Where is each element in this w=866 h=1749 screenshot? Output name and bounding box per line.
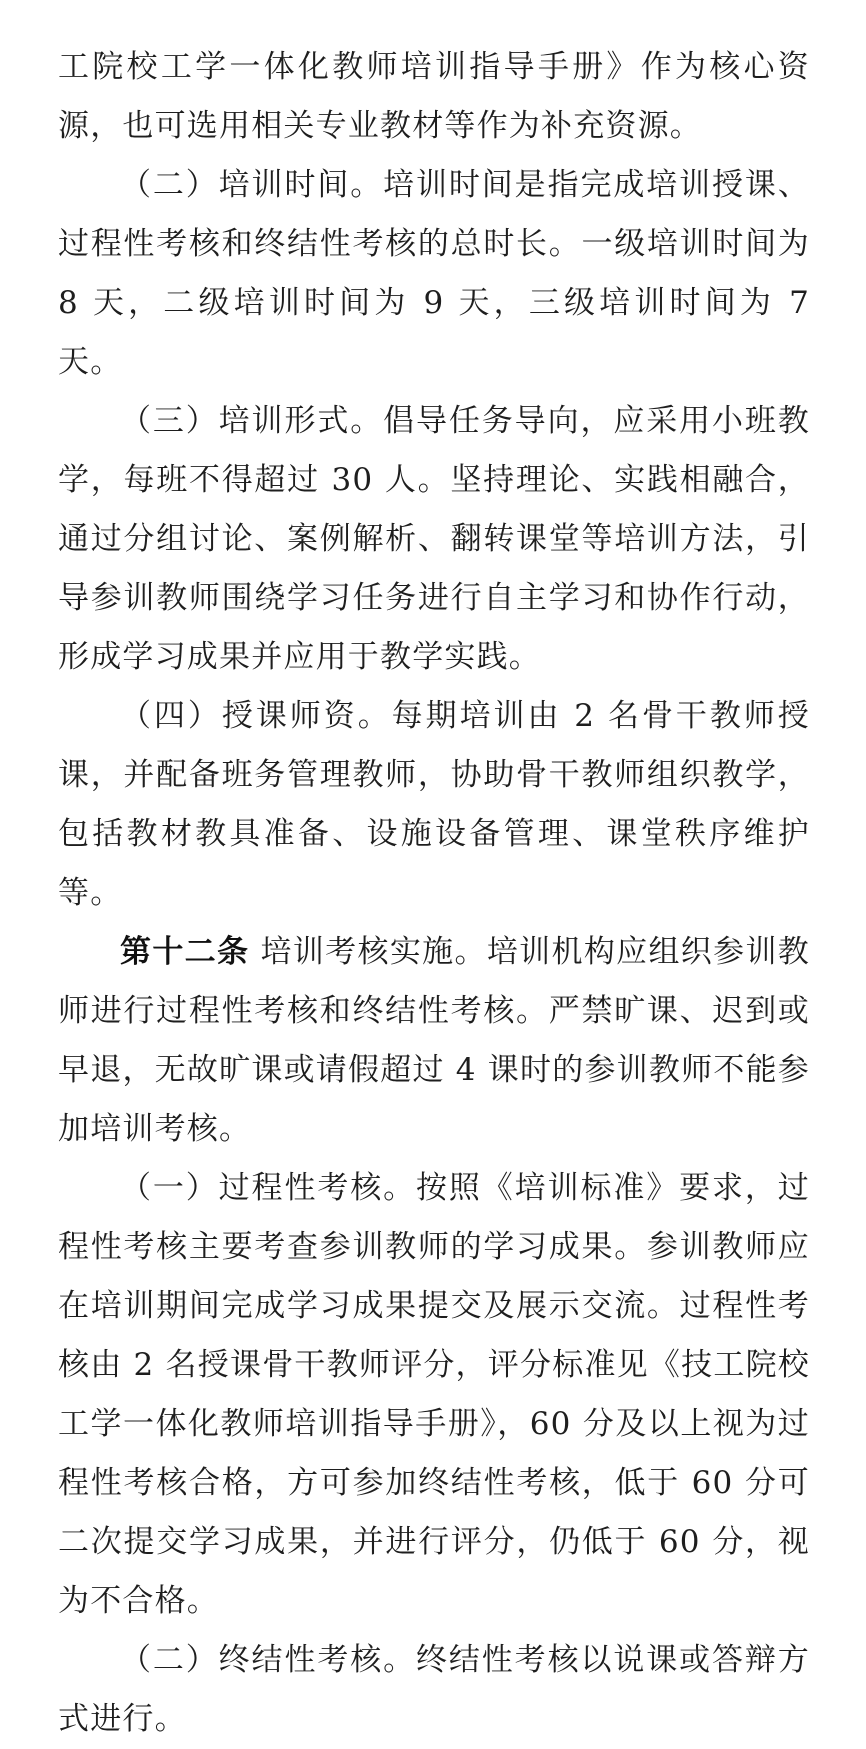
article-heading: 第十二条 — [120, 934, 250, 970]
article-body: 培训考核实施。培训机构应组织参训教师进行过程性考核和终结性考核。严禁旷课、迟到或早退，无故旷课或请假超过 4 课时的参训教师不能参加培训考核。 — [58, 934, 810, 1147]
paragraph-process-assessment: （一）过程性考核。按照《培训标准》要求，过程性考核主要考查参训教师的学习成果。参训教师应在培训期间完成学习成果提交及展示交流。过程性考核由 2 名授课骨干教师评分，评分标准见《技工院校工学一体化教师培训指导手册》，60 分及以上视为过程性考核合格，方可参加终结性考核，低于 60 分可二次提交学习成果，并进行评分，仍低于 60 分，视为不合格。 — [58, 1170, 810, 1619]
paragraph-training-form: （三）培训形式。倡导任务导向，应采用小班教学，每班不得超过 30 人。坚持理论、实践相融合，通过分组讨论、案例解析、翻转课堂等培训方法，引导参训教师围绕学习任务进行自主学习和协作行动，形成学习成果并应用于教学实践。 — [58, 403, 810, 675]
paragraph-training-time: （二）培训时间。培训时间是指完成培训授课、过程性考核和终结性考核的总时长。一级培训时间为 8 天，二级培训时间为 9 天，三级培训时间为 7 天。 — [58, 167, 810, 380]
paragraph-article-12 — [58, 923, 810, 1159]
document-page — [58, 38, 810, 1749]
paragraph-teaching-staff: （四）授课师资。每期培训由 2 名骨干教师授课，并配备班务管理教师，协助骨干教师组织教学，包括教材教具准备、设施设备管理、课堂秩序维护等。 — [58, 698, 810, 911]
paragraph-final-assessment: （二）终结性考核。终结性考核以说课或答辩方式进行。 — [58, 1642, 810, 1737]
paragraph-resources: 工院校工学一体化教师培训指导手册》作为核心资源，也可选用相关专业教材等作为补充资源。 — [58, 49, 810, 144]
